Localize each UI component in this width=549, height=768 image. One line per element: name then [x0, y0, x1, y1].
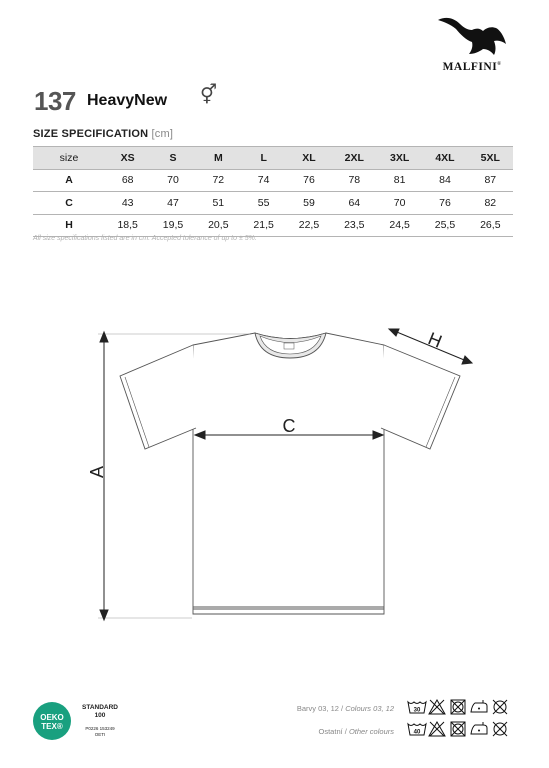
brand-logo	[430, 14, 514, 76]
oeko-standard-title: STANDARD	[82, 704, 118, 711]
oeko-standard-number: 100	[94, 712, 106, 719]
colours-label-en: Colours 03, 12	[345, 704, 394, 713]
table-header-cell: XL	[286, 147, 331, 170]
care-symbols-row	[407, 699, 511, 715]
colours-label	[297, 704, 394, 713]
table-row	[33, 214, 513, 237]
table-header-cell: 3XL	[377, 147, 422, 170]
table-cell: A	[33, 169, 105, 192]
table-cell: 70	[150, 169, 195, 192]
product-code: 137	[34, 86, 76, 116]
oeko-code: P0226 153249	[85, 726, 115, 731]
tshirt-outline	[120, 333, 460, 614]
table-cell: C	[33, 192, 105, 215]
other-colours-label-cz: Ostatní /	[318, 727, 347, 736]
table-cell: 64	[332, 192, 377, 215]
table-cell: 82	[468, 192, 513, 215]
wash-icon	[407, 699, 425, 715]
tolerance-note: All size specifications listed are in cm. Accepted tolerance of up to ± 5%.	[33, 235, 257, 242]
wash-icon	[407, 721, 425, 737]
table-cell: 72	[196, 169, 241, 192]
table-cell: 74	[241, 169, 286, 192]
unisex-gender-icon: ⚥	[200, 85, 218, 106]
table-cell: 55	[241, 192, 286, 215]
iron-icon	[470, 721, 488, 737]
table-cell: 81	[377, 169, 422, 192]
table-cell: 68	[105, 169, 150, 192]
spec-title-text: SIZE SPECIFICATION	[33, 128, 149, 140]
tshirt-diagram	[0, 300, 549, 640]
colours-label-cz: Barvy 03, 12 /	[296, 704, 344, 713]
table-row	[33, 169, 513, 192]
table-cell: 21,5	[241, 214, 286, 237]
table-cell: 24,5	[377, 214, 422, 237]
spec-unit: [cm]	[151, 128, 174, 140]
oeko-institute: OETI	[94, 732, 106, 737]
table-header-cell: S	[150, 147, 195, 170]
brand-name: MALFINI®	[442, 61, 502, 73]
spec-title	[33, 128, 173, 140]
table-header-cell: size	[33, 147, 105, 170]
table-cell: 78	[332, 169, 377, 192]
size-table	[33, 146, 513, 237]
table-cell: 70	[377, 192, 422, 215]
table-header-cell: 5XL	[468, 147, 513, 170]
table-cell: 22,5	[286, 214, 331, 237]
table-cell: 26,5	[468, 214, 513, 237]
oeko-certificate	[76, 726, 124, 738]
oeko-tex-badge	[33, 702, 71, 740]
table-cell: 20,5	[196, 214, 241, 237]
table-cell: 25,5	[422, 214, 467, 237]
table-header-cell: M	[196, 147, 241, 170]
table-cell: 19,5	[150, 214, 195, 237]
table-header-cell: L	[241, 147, 286, 170]
table-cell: 47	[150, 192, 195, 215]
table-cell: 76	[286, 169, 331, 192]
no-dry-clean-icon	[491, 721, 509, 737]
table-cell: 87	[468, 169, 513, 192]
table-cell: 76	[422, 192, 467, 215]
no-dry-clean-icon	[491, 699, 509, 715]
table-cell: 84	[422, 169, 467, 192]
other-colours-label	[319, 727, 394, 736]
table-header-row	[33, 147, 513, 170]
no-bleach-icon	[428, 721, 446, 737]
diagram-label-a: A	[87, 465, 107, 479]
oeko-standard	[78, 704, 122, 720]
table-row	[33, 192, 513, 215]
no-tumble-dry-icon	[449, 721, 467, 737]
no-bleach-icon	[428, 699, 446, 715]
table-cell: 18,5	[105, 214, 150, 237]
table-header-cell: XS	[105, 147, 150, 170]
wash-temp-label: 30	[413, 707, 421, 714]
diagram-label-h: H	[425, 328, 445, 352]
table-cell: H	[33, 214, 105, 237]
care-symbols-row	[407, 721, 511, 737]
table-cell: 59	[286, 192, 331, 215]
table-header-cell: 4XL	[422, 147, 467, 170]
table-cell: 23,5	[332, 214, 377, 237]
other-colours-label-en: Other colours	[348, 727, 394, 736]
no-tumble-dry-icon	[449, 699, 467, 715]
table-cell: 43	[105, 192, 150, 215]
product-name: HeavyNew	[87, 92, 168, 109]
wash-temp-label: 40	[413, 729, 421, 736]
oeko-badge-line1: OEKO	[40, 713, 64, 722]
table-header-cell: 2XL	[332, 147, 377, 170]
eagle-logo-icon	[436, 14, 508, 58]
iron-icon	[470, 699, 488, 715]
diagram-label-c: C	[282, 416, 296, 436]
table-cell: 51	[196, 192, 241, 215]
oeko-badge-line2: TEX®	[41, 722, 63, 731]
